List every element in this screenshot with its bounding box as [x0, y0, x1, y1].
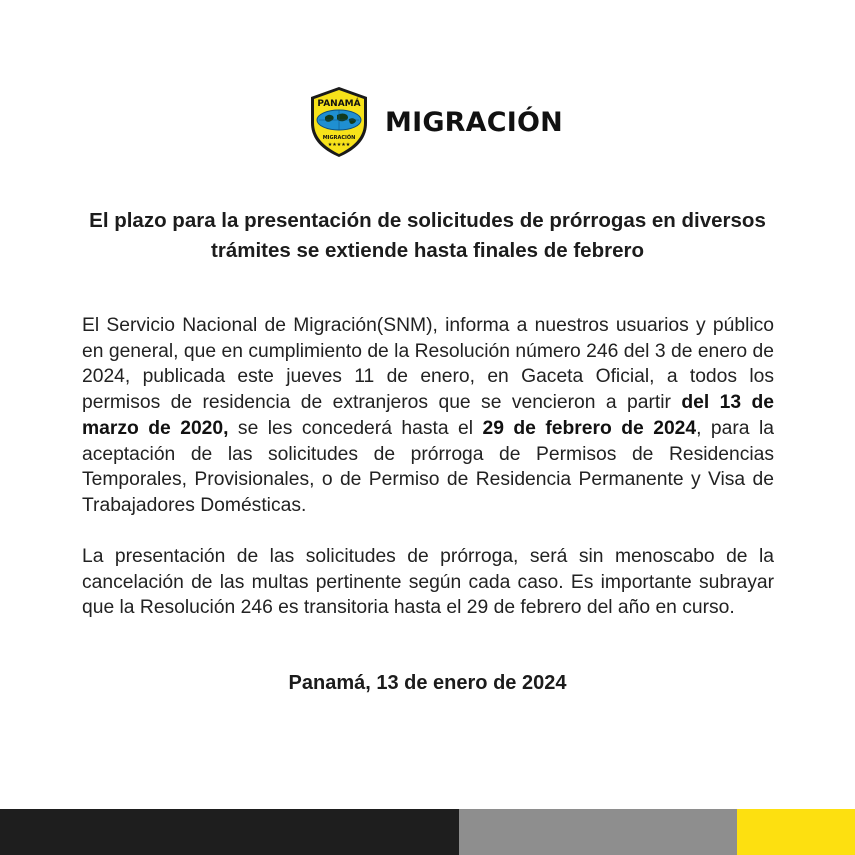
shield-stars-icon: ★★★★★	[327, 142, 351, 148]
footer-bar-yellow	[737, 809, 855, 855]
paragraph-1-text: El Servicio Nacional de Migración(SNM), informa a nuestros usuarios y público en general, que en cumplimiento de la Resolución número 246 del 3 de enero de 2024, publicada este jueves 11 de enero, en Gaceta Oficial, a todos los permisos de residencia de extranjeros que se vencieron a partir	[82, 315, 774, 414]
deadline-date-bold: 29 de febrero de 2024	[482, 417, 697, 439]
brand-name: MIGRACIÓN	[385, 106, 563, 138]
header	[307, 84, 563, 160]
panama-migracion-shield-logo	[307, 85, 371, 159]
place-and-date-signature: Panamá, 13 de enero de 2024	[288, 672, 567, 694]
paragraph-1-text: se les concederá hasta el	[228, 417, 483, 439]
paragraph-2: La presentación de las solicitudes de prórroga, será sin menoscabo de la cancelación de las multas pertinente según cada caso. Es importante subrayar que la Resolución 246 es transitoria hasta el 29 de febrero del año en curso.	[82, 546, 774, 619]
footer-bar-dark	[0, 809, 459, 855]
announcement-title: El plazo para la presentación de solicitudes de prórrogas en diversos trámites se extiende hasta finales de febrero	[89, 209, 766, 262]
footer-bar-gray	[459, 809, 737, 855]
paragraph-1	[82, 313, 774, 519]
shield-bottom-text: MIGRACIÓN	[322, 135, 356, 141]
start-date-bold: del 13 de marzo de 2020,	[82, 392, 775, 439]
paragraph-1-text: , para la aceptación de las solicitudes de prórroga de Permisos de Residencias Temporales, Provisionales, o de Permiso de Residencia Permanente y Visa de Trabajadores Domésticas.	[82, 417, 774, 516]
shield-top-text: PANAMÁ	[317, 99, 361, 109]
